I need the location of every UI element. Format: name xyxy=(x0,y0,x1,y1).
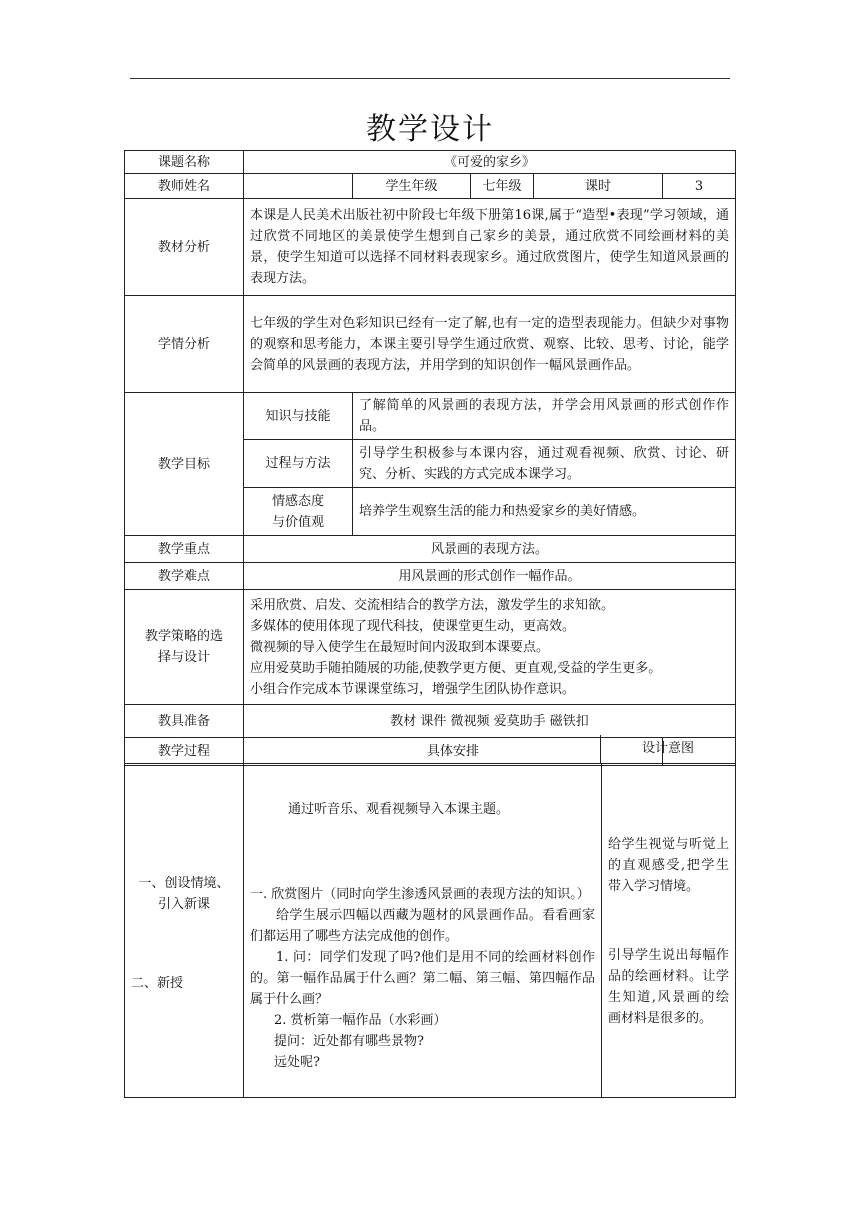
strategy-label xyxy=(125,590,244,705)
hours-label: 课时 xyxy=(534,174,663,199)
teacher-label: 教师姓名 xyxy=(125,174,244,199)
arrange-appreciate-p5: 远处呢? xyxy=(274,1054,320,1070)
process-arrangement xyxy=(244,764,602,1098)
strategy-line: 采用欣赏、启发、交流相结合的教学方法，激发学生的求知欲。 xyxy=(250,597,615,613)
goal-emotion-label-line2: 与价值观 xyxy=(271,514,324,530)
stage1-line2: 引入新课 xyxy=(157,897,210,912)
process-header-intent: 设计意图 xyxy=(641,741,694,756)
goal-emotion-label xyxy=(244,488,353,536)
strategy-line: 应用爱莫助手随拍随展的功能,使教学更方便、更直观,受益的学生更多。 xyxy=(250,660,662,676)
goal-knowledge-label: 知识与技能 xyxy=(244,393,353,440)
strategy-line: 微视频的导入使学生在最短时间内汲取到本课要点。 xyxy=(250,639,550,655)
row-difficulty xyxy=(125,563,736,590)
goal-emotion-text: 培养学生观察生活的能力和热爱家乡的美好情感。 xyxy=(353,488,736,536)
tools-label: 教具准备 xyxy=(125,705,244,738)
strategy-text xyxy=(244,590,736,705)
page-title: 教学设计 xyxy=(366,112,494,147)
difficulty-value: 用风景画的形式创作一幅作品。 xyxy=(244,563,736,590)
row-topic xyxy=(125,151,736,174)
row-students xyxy=(125,296,736,393)
goal-knowledge-text: 了解简单的风景画的表现方法，并学会用风景画的形式创作作品。 xyxy=(353,393,736,440)
topic-value: 《可爱的家乡》 xyxy=(244,151,736,174)
arrange-appreciate-p2: 1. 问：同学们发现了吗?他们是用不同的绘画材料创作的。第一幅作品属于什么画？第二幅、第三幅、第四幅作品属于什么画？ xyxy=(250,949,595,1007)
header-rule xyxy=(130,78,730,79)
arrange-appreciate-p4: 提问：近处都有哪些景物? xyxy=(274,1033,424,1049)
arrange-intro: 通过听音乐、观看视频导入本课主题。 xyxy=(288,801,510,817)
strategy-line: 小组合作完成本节课课堂练习，增强学生团队协作意识。 xyxy=(250,681,576,697)
row-teacher xyxy=(125,174,736,199)
key-label: 教学重点 xyxy=(125,536,244,563)
students-text: 七年级的学生对色彩知识已经有一定了解,也有一定的造型表现能力。但缺少对事物的观察和思考能力，本课主要引导学生通过欣赏、观察、比较、思考、讨论，能学会简单的风景画的表现方法，并用学到的知识创作一幅风景画作品。 xyxy=(244,296,736,393)
goal-process-label: 过程与方法 xyxy=(244,440,353,488)
process-stages xyxy=(125,764,244,1098)
strategy-label-line2: 择与设计 xyxy=(157,650,210,665)
row-process-body xyxy=(125,764,736,1098)
arrange-appreciate-title: 一. 欣赏图片（同时向学生渗透风景画的表现方法的知识。） xyxy=(250,886,590,902)
material-text: 本课是人民美术出版社初中阶段七年级下册第16课,属于“造型•表现”学习领域，通过欣赏不同地区的美景使学生想到自己家乡的美景，通过欣赏不同绘画材料的美景，使学生知道可以选择不同材料表现家乡。通过欣赏图片，使学生知道风景画的表现方法。 xyxy=(244,199,736,296)
lesson-plan-table xyxy=(124,150,736,766)
tools-value: 教材 课件 微视频 爱莫助手 磁铁扣 xyxy=(244,705,736,738)
strategy-line: 多媒体的使用体现了现代科技，使课堂更生动，更高效。 xyxy=(250,618,576,634)
intent-1: 给学生视觉与听觉上的直观感受,把学生带入学习情境。 xyxy=(608,837,729,894)
topic-label: 课题名称 xyxy=(125,151,244,174)
process-table xyxy=(124,763,736,1098)
teacher-name xyxy=(244,174,353,199)
row-material xyxy=(125,199,736,296)
goal-emotion-label-line1: 情感态度 xyxy=(271,493,324,509)
process-intent xyxy=(602,764,736,1098)
grade-value: 七年级 xyxy=(471,174,534,199)
process-header-arrangement: 具体安排 xyxy=(244,738,663,766)
arrange-appreciate-p1: 给学生展示四幅以西藏为题材的风景画作品。看看画家们都运用了哪些方法完成他的创作。 xyxy=(250,907,595,944)
intent-2: 引导学生说出每幅作品的绘画材料。让学生知道,风景画的绘画材料是很多的。 xyxy=(608,948,729,1026)
row-strategy xyxy=(125,590,736,705)
row-key xyxy=(125,536,736,563)
strategy-label-line1: 教学策略的选 xyxy=(144,629,223,644)
hours-value: 3 xyxy=(663,174,736,199)
arrange-appreciate-p3: 2. 赏析第一幅作品（水彩画） xyxy=(274,1012,447,1028)
goal-process-text: 引导学生积极参与本课内容，通过观看视频、欣赏、讨论、研究、分析、实践的方式完成本课学习。 xyxy=(353,440,736,488)
row-goal-knowledge xyxy=(125,393,736,440)
goals-label: 教学目标 xyxy=(125,393,244,536)
grade-label: 学生年级 xyxy=(353,174,471,199)
process-header-stage: 教学过程 xyxy=(125,738,244,766)
stage1-line1: 一、创设情境、 xyxy=(138,876,230,891)
difficulty-label: 教学难点 xyxy=(125,563,244,590)
material-label: 教材分析 xyxy=(125,199,244,296)
students-label: 学情分析 xyxy=(125,296,244,393)
row-tools xyxy=(125,705,736,738)
key-value: 风景画的表现方法。 xyxy=(244,536,736,563)
stage2: 二、新授 xyxy=(131,976,184,991)
